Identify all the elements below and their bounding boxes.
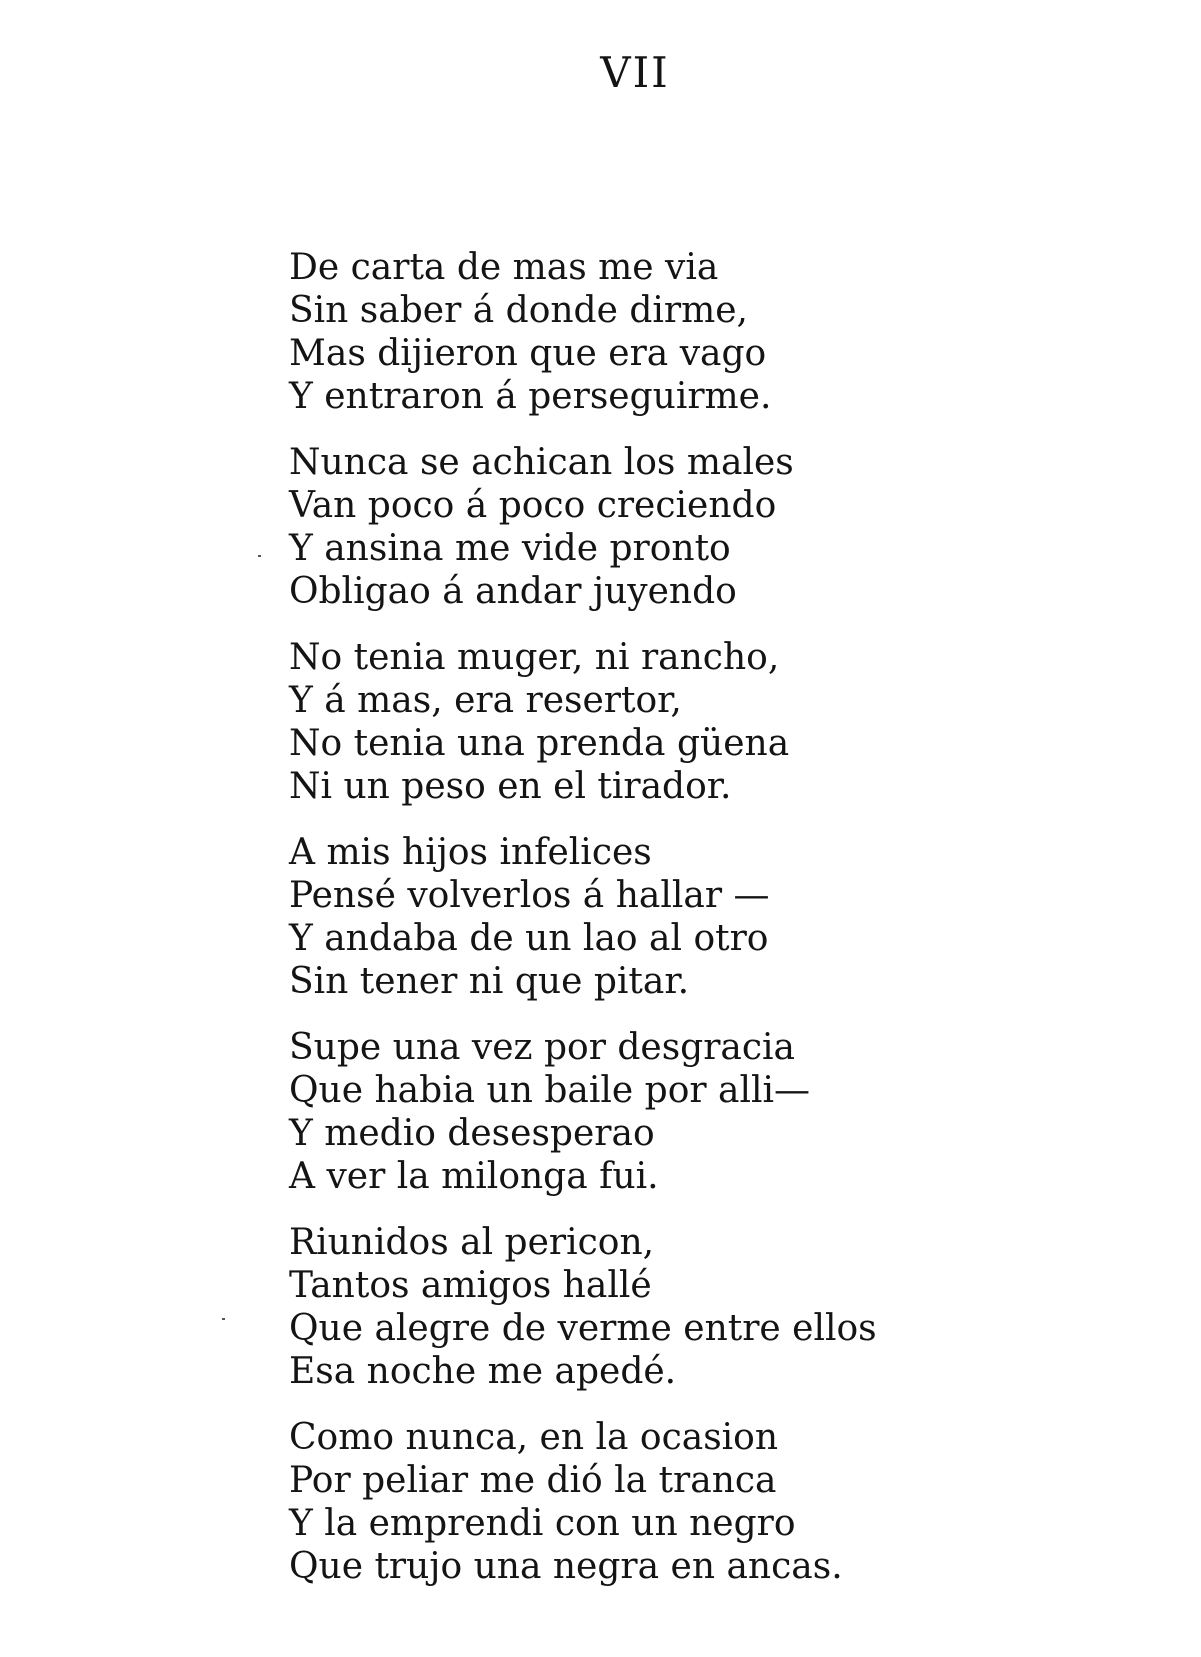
verse-line: Y á mas, era resertor, xyxy=(289,680,682,721)
stanza-2 xyxy=(289,441,1109,613)
stanza-4 xyxy=(289,831,1109,1003)
verse-line: Riunidos al pericon, xyxy=(289,1222,655,1263)
verse-line: De carta de mas me via xyxy=(289,247,719,288)
verse-line: A mis hijos infelices xyxy=(289,832,652,873)
ink-speck xyxy=(258,555,261,557)
verse-line: Y entraron á perseguirme. xyxy=(289,376,772,417)
verse-line: No tenia muger, ni rancho, xyxy=(289,637,780,678)
verse-line: Y la emprendi con un negro xyxy=(289,1503,796,1544)
stanza-7 xyxy=(289,1416,1109,1588)
stanza-6 xyxy=(289,1221,1109,1393)
verse-line: Como nunca, en la ocasion xyxy=(289,1417,779,1458)
verse-line: Van poco á poco creciendo xyxy=(289,485,777,526)
verse-line: Tantos amigos hallé xyxy=(289,1265,652,1306)
verse-line: No tenia una prenda güena xyxy=(289,723,790,764)
verse-line: Sin saber á donde dirme, xyxy=(289,290,748,331)
verse-line: Mas dijieron que era vago xyxy=(289,333,767,374)
page-number: VII xyxy=(600,48,670,97)
verse-line: Por peliar me dió la tranca xyxy=(289,1460,777,1501)
poem xyxy=(289,246,1109,1611)
verse-line: A ver la milonga fui. xyxy=(289,1156,659,1197)
verse-line: Supe una vez por desgracia xyxy=(289,1027,796,1068)
stanza-5 xyxy=(289,1026,1109,1198)
verse-line: Nunca se achican los males xyxy=(289,442,794,483)
verse-line: Ni un peso en el tirador. xyxy=(289,766,732,807)
stanza-3 xyxy=(289,636,1109,808)
verse-line: Y ansina me vide pronto xyxy=(289,528,731,569)
verse-line: Que habia un baile por alli— xyxy=(289,1070,811,1111)
verse-line: Esa noche me apedé. xyxy=(289,1351,677,1392)
verse-line: Sin tener ni que pitar. xyxy=(289,961,690,1002)
stanza-1 xyxy=(289,246,1109,418)
verse-line: Que alegre de verme entre ellos xyxy=(289,1308,877,1349)
verse-line: Que trujo una negra en ancas. xyxy=(289,1546,843,1587)
verse-line: Pensé volverlos á hallar — xyxy=(289,875,770,916)
ink-speck xyxy=(222,1318,225,1320)
verse-line: Obligao á andar juyendo xyxy=(289,571,737,612)
verse-line: Y medio desesperao xyxy=(289,1113,655,1154)
verse-line: Y andaba de un lao al otro xyxy=(289,918,769,959)
